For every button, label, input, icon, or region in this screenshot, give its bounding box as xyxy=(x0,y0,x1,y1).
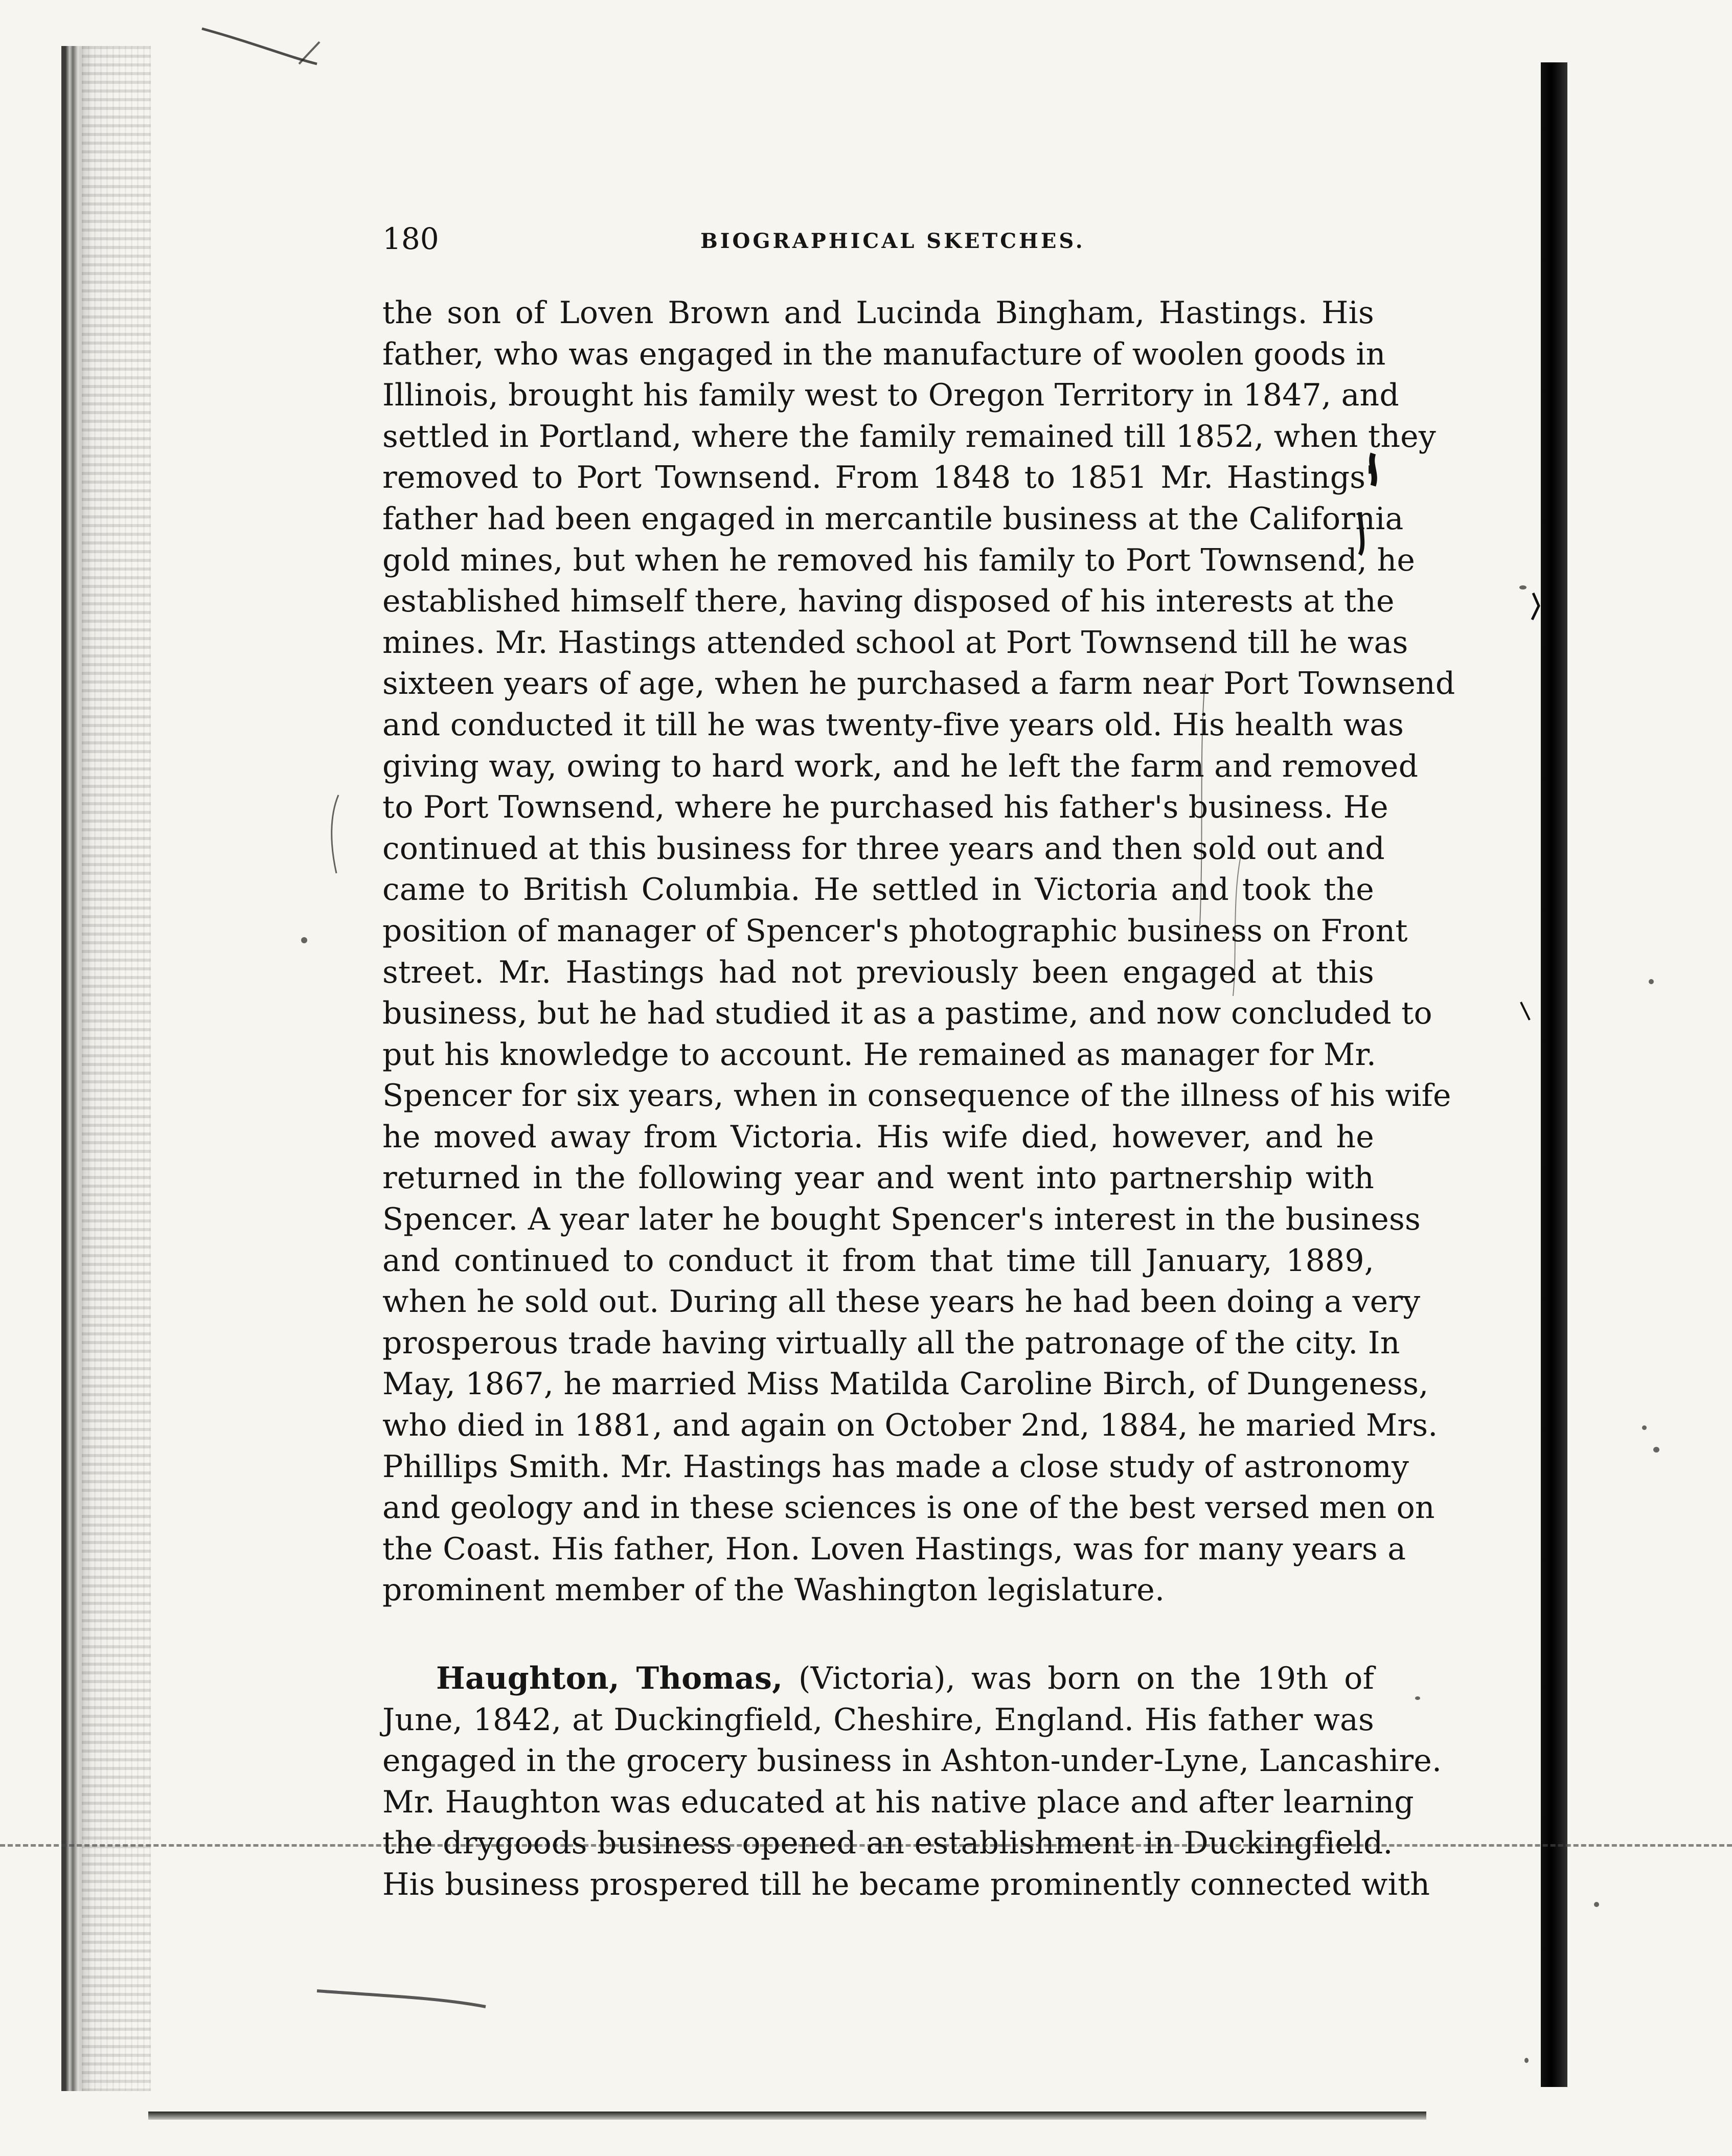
text-line: May, 1867, he married Miss Matilda Caroline Birch, of Dungeness, xyxy=(382,1366,1429,1402)
left-scan-noise xyxy=(82,46,151,2091)
text-line: His business prospered till he became prominently connected with xyxy=(382,1866,1430,1902)
biography-heading-text: (Victoria), was born on the 19th of xyxy=(783,1661,1374,1696)
paragraph-break xyxy=(382,1611,1374,1658)
text-line: and geology and in these sciences is one of the best versed men on xyxy=(382,1490,1435,1526)
biography-name: Haughton, Thomas, xyxy=(436,1661,783,1696)
text-line: father, who was engaged in the manufacture of woolen goods in xyxy=(382,336,1386,372)
text-line: continued at this business for three years and then sold out and xyxy=(382,830,1385,867)
text-line: father had been engaged in mercantile business at the California xyxy=(382,501,1404,537)
text-line: engaged in the grocery business in Ashton-under-Lyne, Lancashire. xyxy=(382,1743,1442,1779)
text-line: came to British Columbia. He settled in Victoria and took the xyxy=(382,872,1374,908)
biography-text xyxy=(382,292,1455,1905)
text-line: June, 1842, at Duckingfield, Cheshire, England. His father was xyxy=(382,1701,1374,1738)
right-page-edge-shadow xyxy=(1541,62,1567,2087)
text-line: he moved away from Victoria. His wife died, however, and he xyxy=(382,1119,1374,1155)
text-line: position of manager of Spencer's photographic business on Front xyxy=(382,913,1408,949)
text-line: when he sold out. During all these years he had been doing a very xyxy=(382,1284,1421,1320)
text-line: the son of Loven Brown and Lucinda Bingham, Hastings. His xyxy=(382,295,1374,331)
text-line: and conducted it till he was twenty-five years old. His health was xyxy=(382,707,1404,743)
biography-heading-line xyxy=(382,1658,1374,1699)
speck xyxy=(1642,1425,1647,1430)
text-line: prominent member of the Washington legislature. xyxy=(382,1572,1165,1608)
text-line: the Coast. His father, Hon. Loven Hastings, was for many years a xyxy=(382,1531,1406,1567)
text-line: mines. Mr. Hastings attended school at Port Townsend till he was xyxy=(382,624,1408,661)
text-line: and continued to conduct it from that time till January, 1889, xyxy=(382,1242,1374,1279)
text-line: returned in the following year and went into partnership with xyxy=(382,1160,1374,1196)
text-line: Spencer. A year later he bought Spencer's interest in the business xyxy=(382,1201,1421,1238)
text-line: street. Mr. Hastings had not previously been engaged at this xyxy=(382,954,1374,990)
text-line: business, but he had studied it as a pastime, and now concluded to xyxy=(382,995,1432,1032)
text-line: Phillips Smith. Mr. Hastings has made a close study of astronomy xyxy=(382,1448,1409,1485)
text-line: Illinois, brought his family west to Oregon Territory in 1847, and xyxy=(382,377,1400,414)
bottom-page-edge-shadow xyxy=(148,2112,1426,2120)
page-number: 180 xyxy=(382,221,439,256)
text-line: gold mines, but when he removed his family to Port Townsend, he xyxy=(382,542,1416,578)
text-line: put his knowledge to account. He remained as manager for Mr. xyxy=(382,1036,1377,1073)
running-head: BIOGRAPHICAL SKETCHES. xyxy=(700,229,1085,253)
speck xyxy=(1524,2058,1529,2063)
text-line: established himself there, having disposed of his interests at the xyxy=(382,583,1395,620)
text-line: the drygoods business opened an establishment in Duckingfield. xyxy=(382,1825,1393,1862)
text-line: removed to Port Townsend. From 1848 to 1851 Mr. Hastings' xyxy=(382,460,1374,496)
text-line: prosperous trade having virtually all the patronage of the city. In xyxy=(382,1325,1400,1361)
speck xyxy=(1653,1447,1659,1453)
text-line: sixteen years of age, when he purchased a farm near Port Townsend xyxy=(382,666,1455,702)
speck xyxy=(1649,979,1654,984)
text-line: to Port Townsend, where he purchased his father's business. He xyxy=(382,789,1388,826)
page-header xyxy=(382,221,1369,270)
speck xyxy=(1519,585,1526,589)
text-line: settled in Portland, where the family remained till 1852, when they xyxy=(382,418,1436,455)
speck xyxy=(1415,1696,1420,1700)
text-line: Mr. Haughton was educated at his native place and after learning xyxy=(382,1784,1414,1820)
speck xyxy=(1594,1902,1599,1907)
text-line: Spencer for six years, when in consequence of the illness of his wife xyxy=(382,1078,1451,1114)
text-line: who died in 1881, and again on October 2nd, 1884, he maried Mrs. xyxy=(382,1408,1438,1444)
text-line: giving way, owing to hard work, and he left the farm and removed xyxy=(382,748,1419,784)
speck xyxy=(301,937,307,943)
